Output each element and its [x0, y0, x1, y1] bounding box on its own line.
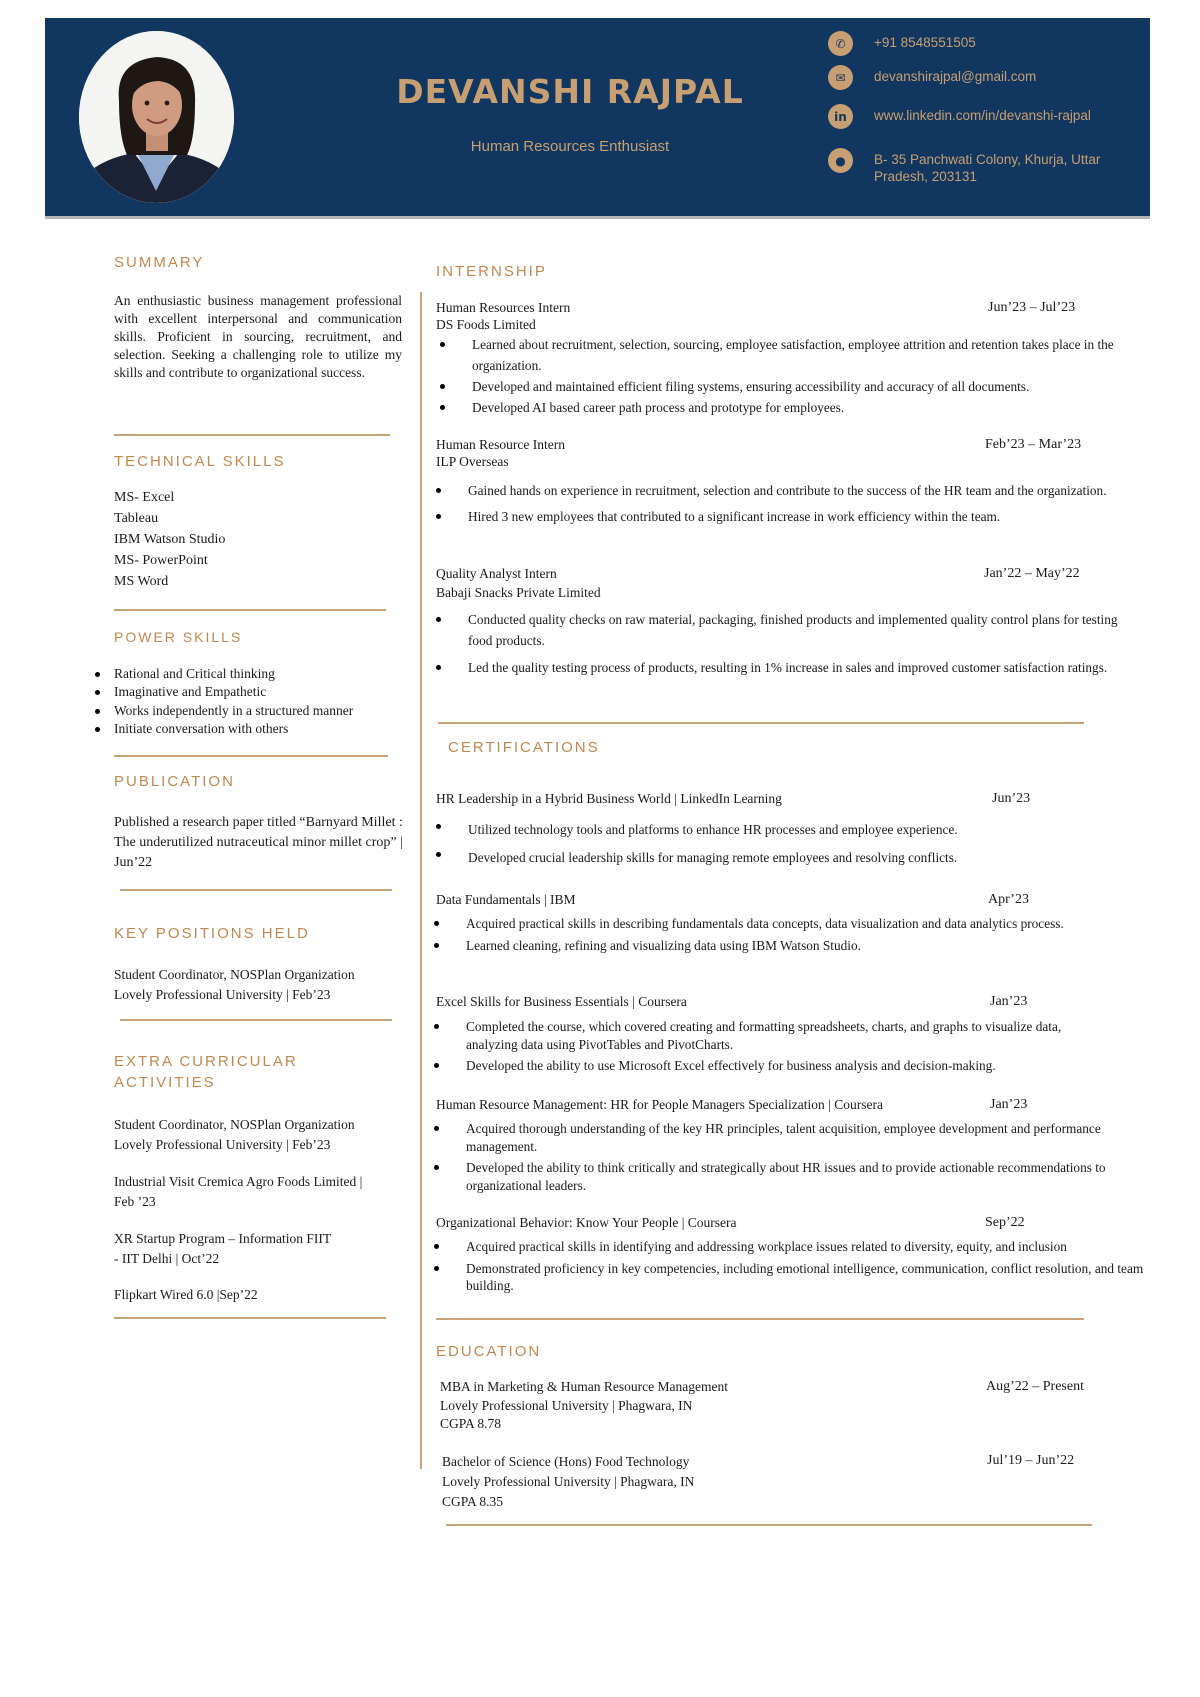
list-item: Acquired practical skills in identifying and addressing workplace issues related to diversity, equity, and inclusion: [466, 1238, 1150, 1256]
list-item: MS- PowerPoint: [114, 553, 208, 568]
extra-curricular-title: [114, 1051, 298, 1093]
extra-curricular-line: Industrial Visit Cremica Agro Foods Limited |: [114, 1174, 363, 1189]
section-divider: [436, 1318, 1084, 1320]
publication-text: Published a research paper titled “Barnyard Millet : The underutilized nutraceutical minor millet crop” | Jun’22: [114, 815, 403, 870]
internship-org: Babaji Snacks Private Limited: [436, 585, 601, 600]
extra-curricular-line: Feb ’23: [114, 1194, 156, 1209]
list-item: MS- Excel: [114, 490, 175, 505]
section-divider: [438, 722, 1084, 724]
section-divider: [120, 889, 392, 891]
education-degree: Bachelor of Science (Hons) Food Technology: [442, 1454, 690, 1469]
contact-address-text: B- 35 Panchwati Colony, Khurja, Uttar Pradesh, 203131: [874, 152, 1101, 184]
list-item: Led the quality testing process of products, resulting in 1% increase in sales and improved customer satisfaction ratings.: [468, 657, 1140, 678]
column-divider: [420, 292, 422, 1469]
key-positions-block: [114, 965, 414, 1005]
section-divider: [120, 1019, 392, 1021]
internship-title: INTERNSHIP: [436, 263, 547, 280]
extra-curricular-line: XR Startup Program – Information FIIT: [114, 1231, 332, 1246]
extra-curricular-title-line: EXTRA CURRICULAR: [114, 1053, 298, 1070]
summary-title: SUMMARY: [114, 254, 205, 271]
extra-curricular-item: [114, 1172, 414, 1212]
list-item: Hired 3 new employees that contributed to a significant increase in work efficiency within the team.: [468, 506, 1140, 527]
summary-text: An enthusiastic business management professional with excellent interpersonal and communication skills. Proficient in sourcing, recruitment, and selection. Seeking a challenging role to utilize my skills and contribute to organizational success.: [114, 293, 402, 380]
list-item: IBM Watson Studio: [114, 532, 226, 547]
profile-photo-image: [79, 31, 234, 203]
contact-email-text[interactable]: devanshirajpal@gmail.com: [874, 69, 1037, 84]
internship-date: Jun’23 – Jul’23: [988, 300, 1076, 315]
extra-curricular-line: Flipkart Wired 6.0 |Sep’22: [114, 1287, 258, 1302]
list-item: Conducted quality checks on raw material, packaging, finished products and implemented quality control plans for testing food products.: [468, 609, 1140, 651]
certification-name: Organizational Behavior: Know Your People | Coursera: [436, 1215, 737, 1230]
list-item: Learned cleaning, refining and visualizing data using IBM Watson Studio.: [466, 937, 1134, 955]
list-item: Works independently in a structured manner: [114, 702, 414, 720]
certification-bullets: [466, 1120, 1144, 1194]
list-item: Initiate conversation with others: [114, 720, 414, 738]
internship-bullets: [472, 334, 1150, 418]
internship-role: Human Resources Intern: [436, 300, 571, 315]
section-divider: [114, 609, 386, 611]
certification-name: HR Leadership in a Hybrid Business World | LinkedIn Learning: [436, 791, 782, 806]
section-divider: [114, 755, 388, 757]
extra-curricular-item: [114, 1229, 414, 1269]
certification-name: Data Fundamentals | IBM: [436, 892, 576, 907]
list-item: Demonstrated proficiency in key competencies, including emotional intelligence, communication, conflict resolution, and team building.: [466, 1260, 1150, 1295]
education-school: Lovely Professional University | Phagwara, IN: [440, 1397, 693, 1413]
technical-skills-list: [114, 487, 225, 592]
list-item: Rational and Critical thinking: [114, 665, 414, 683]
email-icon: ✉: [828, 65, 853, 90]
section-divider: [446, 1524, 1092, 1526]
extra-curricular-title-line: ACTIVITIES: [114, 1074, 216, 1091]
education-entry: [442, 1452, 694, 1512]
internship-org: ILP Overseas: [436, 454, 509, 469]
key-positions-title: KEY POSITIONS HELD: [114, 925, 310, 942]
certification-date: Jan’23: [990, 994, 1028, 1009]
publication-title: PUBLICATION: [114, 773, 235, 790]
certification-name: Excel Skills for Business Essentials | Coursera: [436, 994, 687, 1009]
internship-date: Feb’23 – Mar’23: [985, 437, 1082, 452]
section-divider: [114, 434, 390, 436]
certification-date: Apr’23: [988, 892, 1029, 907]
internship-org: DS Foods Limited: [436, 317, 536, 332]
education-date: Jul’19 – Jun’22: [987, 1453, 1075, 1468]
education-school: Lovely Professional University | Phagwara, IN: [442, 1474, 695, 1489]
certifications-title: CERTIFICATIONS: [448, 739, 600, 756]
list-item: Completed the course, which covered creating and formatting spreadsheets, charts, and graphs to visualize data, analyzing data using PivotTables and PivotCharts.: [466, 1018, 1114, 1053]
contact-phone-text[interactable]: +91 8548551505: [874, 35, 976, 50]
list-item: Imaginative and Empathetic: [114, 683, 414, 701]
contact-address: [828, 148, 1104, 185]
contact-email: [828, 65, 1036, 90]
location-icon: ●: [828, 148, 853, 173]
list-item: Developed and maintained efficient filing systems, ensuring accessibility and accuracy of all documents.: [472, 376, 1150, 397]
list-item: Acquired thorough understanding of the key HR principles, talent acquisition, employee development and performance management.: [466, 1120, 1144, 1155]
education-title: EDUCATION: [436, 1343, 542, 1360]
list-item: Developed the ability to use Microsoft Excel effectively for business analysis and decision-making.: [466, 1057, 1114, 1075]
certification-date: Jun’23: [992, 791, 1031, 806]
power-skills-title: POWER SKILLS: [114, 629, 243, 645]
list-item: Tableau: [114, 511, 159, 526]
internship-bullets: [468, 480, 1140, 527]
list-item: Utilized technology tools and platforms to enhance HR processes and employee experience.: [468, 816, 1148, 844]
list-item: Acquired practical skills in describing fundamentals data concepts, data visualization and data analytics process.: [466, 915, 1134, 933]
list-item: MS Word: [114, 574, 169, 589]
education-score: CGPA 8.78: [440, 1416, 502, 1431]
education-entry: [440, 1378, 728, 1434]
key-position-line: Lovely Professional University | Feb’23: [114, 987, 331, 1002]
section-divider: [114, 1317, 386, 1319]
candidate-tagline: Human Resources Enthusiast: [470, 138, 670, 155]
certification-bullets: [466, 1018, 1114, 1075]
internship-bullets: [468, 609, 1140, 678]
education-degree: MBA in Marketing & Human Resource Management: [440, 1379, 728, 1394]
list-item: Developed AI based career path process and prototype for employees.: [472, 397, 1150, 418]
education-date: Aug’22 – Present: [986, 1379, 1084, 1394]
contact-phone: [828, 31, 976, 56]
linkedin-icon: in: [828, 104, 853, 129]
list-item: Developed crucial leadership skills for managing remote employees and resolving conflicts.: [468, 844, 1148, 872]
certification-bullets: [466, 915, 1134, 954]
certification-bullets: [466, 1238, 1150, 1295]
certification-date: Sep’22: [985, 1215, 1025, 1230]
certification-name: Human Resource Management: HR for People Managers Specialization | Coursera: [436, 1097, 883, 1112]
extra-curricular-line: Lovely Professional University | Feb’23: [114, 1137, 331, 1152]
candidate-name: DEVANSHI RAJPAL: [396, 72, 744, 111]
list-item: Gained hands on experience in recruitment, selection and contribute to the success of the HR team and the organization.: [468, 480, 1140, 501]
internship-date: Jan’22 – May’22: [984, 566, 1080, 581]
power-skills-list: [114, 665, 414, 738]
contact-linkedin-text[interactable]: www.linkedin.com/in/devanshi-rajpal: [874, 108, 1091, 123]
technical-skills-title: TECHNICAL SKILLS: [114, 453, 286, 470]
internship-role: Quality Analyst Intern: [436, 566, 557, 581]
list-item: Learned about recruitment, selection, sourcing, employee satisfaction, employee attrition and retention takes place in the organization.: [472, 334, 1150, 376]
education-score: CGPA 8.35: [442, 1494, 504, 1509]
header-shadow: [45, 216, 1150, 219]
extra-curricular-item: [114, 1115, 414, 1155]
key-position-line: Student Coordinator, NOSPlan Organization: [114, 967, 355, 982]
certification-bullets: [468, 816, 1148, 872]
extra-curricular-line: - IIT Delhi | Oct’22: [114, 1251, 220, 1266]
certification-date: Jan’23: [990, 1097, 1028, 1112]
extra-curricular-line: Student Coordinator, NOSPlan Organization: [114, 1117, 355, 1132]
list-item: Developed the ability to think critically and strategically about HR issues and to provide actionable recommendations to organizational leaders.: [466, 1159, 1144, 1194]
extra-curricular-item: [114, 1285, 414, 1305]
phone-icon: ✆: [828, 31, 853, 56]
internship-role: Human Resource Intern: [436, 437, 565, 452]
profile-photo: [79, 31, 234, 203]
contact-linkedin: [828, 104, 1091, 129]
